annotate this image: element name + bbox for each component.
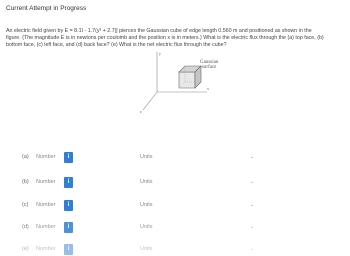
info-icon[interactable]: i: [64, 200, 73, 211]
info-icon[interactable]: i: [64, 244, 73, 255]
page-title: Current Attempt in Progress: [6, 5, 87, 12]
number-input[interactable]: Number: [36, 154, 56, 160]
answer-row-c: [0, 200, 350, 212]
problem-line-1: An electric field given by E = 8.1î - 1.7(y² + 2.7)ĵ pierces the Gaussian cube of edge length 0.560 m and positioned as shown in the: [6, 28, 312, 34]
problem-statement: [6, 28, 344, 49]
number-input[interactable]: Number: [36, 202, 56, 208]
answer-label: (c): [22, 202, 29, 208]
number-input[interactable]: Number: [36, 246, 56, 252]
info-icon[interactable]: i: [64, 222, 73, 233]
units-select[interactable]: Units: [140, 246, 153, 252]
info-icon[interactable]: i: [64, 177, 73, 188]
z-axis-label: z: [140, 109, 142, 114]
chevron-down-icon[interactable]: ⌄: [249, 154, 255, 160]
problem-line-2: figure. (The magnitude E is in newtons per coulomb and the position x is in meters.) What is the electric flux through the (a) top face, (b): [6, 35, 324, 41]
number-input[interactable]: Number: [36, 224, 56, 230]
x-axis-label: x: [207, 86, 209, 91]
answer-row-a: [0, 152, 350, 164]
answer-row-d: [0, 222, 350, 234]
answer-label: (a): [22, 154, 29, 160]
gaussian-surface-label: Gaussian surface: [200, 60, 219, 70]
chevron-down-icon[interactable]: ⌄: [249, 224, 255, 230]
gaussian-cube: [179, 66, 201, 88]
units-select[interactable]: Units: [140, 179, 153, 185]
answer-label: (b): [22, 179, 29, 185]
chevron-down-icon[interactable]: ⌄: [249, 179, 255, 185]
info-icon[interactable]: i: [64, 152, 73, 163]
number-input[interactable]: Number: [36, 179, 56, 185]
chevron-down-icon[interactable]: ⌄: [249, 202, 255, 208]
units-select[interactable]: Units: [140, 154, 153, 160]
answer-row-b: [0, 177, 350, 189]
answer-row-e: [0, 244, 350, 256]
chevron-down-icon[interactable]: ⌄: [249, 246, 255, 252]
units-select[interactable]: Units: [140, 224, 153, 230]
units-select[interactable]: Units: [140, 202, 153, 208]
z-axis: [143, 92, 157, 110]
answer-label: (e): [22, 246, 29, 252]
problem-line-3: bottom face, (c) left face, and (d) back face? (e) What is the net electric flux through the cube?: [6, 42, 227, 48]
answer-label: (d): [22, 224, 29, 230]
y-axis-label: y: [159, 51, 161, 56]
